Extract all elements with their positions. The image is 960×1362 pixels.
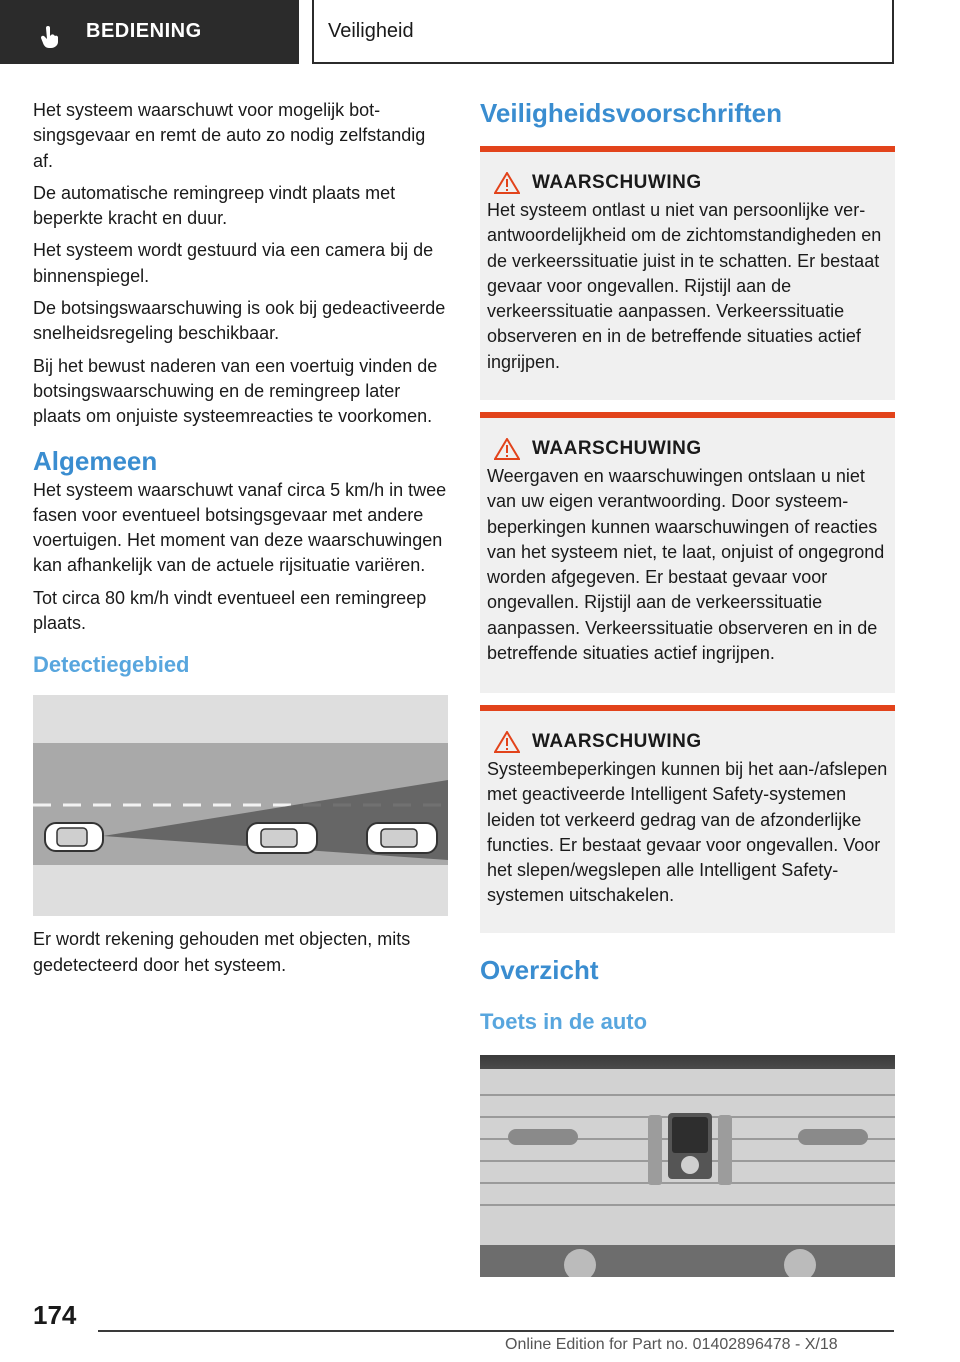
car-own [45, 823, 103, 851]
warning-box [480, 705, 895, 933]
footer-edition: Online Edition for Part no. 01402896478 - X/18 [505, 1336, 838, 1353]
warning-text: Systeembeperkingen kunnen bij het aan-/afslepen met geactiveerde Intelligent Safety-systemen leiden tot verkeerd gedrag van de afzonderlijke functies. Er bestaat gevaar voor ongevallen. Voor het slepen/wegslepen alle Intelligent Safety-systemen uitschakelen. [487, 759, 888, 906]
car-middle [247, 823, 317, 853]
console-illustration [480, 1055, 895, 1277]
algemeen-paragraph-2: Tot circa 80 km/h vindt eventueel een remingreep plaats. [33, 587, 427, 634]
warning-title: WAARSCHUWING [532, 172, 702, 193]
hand-pointer-icon [40, 26, 62, 48]
page-number: 174 [33, 1300, 77, 1330]
algemeen-paragraph-1: Het systeem waarschuwt vanaf circa 5 km/h in twee fasen voor eventueel botsingsgevaar met andere voertuigen. Het moment van deze waarschuwingen kan afhankelijk van de actuele rijsituatie variëren. [33, 479, 447, 576]
detection-area-illustration [33, 695, 448, 916]
chapter-label: BEDIENING [86, 20, 202, 42]
intro-paragraph-1: Het systeem waarschuwt voor mogelijk botsingsgevaar en remt de auto zo nodig zelfstandig af. [33, 100, 426, 171]
intro-paragraph-5: Bij het bewust naderen van een voertuig vinden de botsingswaarschuwing en de remingreep later plaats om onjuiste systeemreacties te voorkomen. [33, 355, 438, 427]
section-header [312, 0, 894, 64]
button-photo [480, 1055, 895, 1277]
right-column [480, 98, 895, 1277]
left-column [33, 98, 449, 985]
vent-slider-right [798, 1129, 868, 1145]
warning-text: Weergaven en waarschuwingen ontslaan u niet van uw eigen verantwoording. Door systeembeperkingen kunnen waarschuwingen of reacties van het systeem niet, te laat, onjuist of ongegrond worden afgegeven. Er bestaat gevaar voor ongevallen. Rijstijl aan de verkeerssituatie aanpassen. Verkeerssituatie observeren en in de betreffende situaties actief ingrijpen. [487, 466, 885, 664]
heading-algemeen: Algemeen [33, 445, 158, 476]
warning-title: WAARSCHUWING [532, 731, 702, 752]
warning-box [480, 412, 895, 693]
footer-rule [98, 1330, 894, 1332]
intro-paragraph-2: De automatische remingreep vindt plaats met beperkte kracht en duur. [33, 182, 396, 229]
car-warning-icon [681, 1156, 699, 1174]
vent-slider-left [508, 1129, 578, 1145]
heading-toets-in-de-auto: Toets in de auto [480, 1009, 648, 1034]
heading-veiligheidsvoorschriften: Veiligheidsvoorschriften [480, 98, 782, 128]
chapter-tab [0, 0, 299, 64]
warning-triangle-icon [494, 731, 520, 753]
warning-triangle-icon [494, 438, 520, 460]
warning-box [480, 146, 895, 400]
warning-triangle-icon [494, 172, 520, 194]
heading-detectiegebied: Detectiegebied [33, 652, 190, 678]
heading-overzicht: Overzicht [480, 955, 599, 985]
warning-text: Het systeem ontlast u niet van persoonlijke verantwoordelijkheid om de zichtomstandigheden en de verkeerssituatie juist in te schatten. Er bestaat gevaar voor ongevallen. Rijstijl aan de verkeerssituatie aanpassen. Verkeerssituatie observeren en in de betreffende situaties actief ingrijpen. [487, 200, 882, 372]
intro-paragraph-3: Het systeem wordt gestuurd via een camera bij de binnenspiegel. [33, 240, 434, 286]
section-title: Veiligheid [328, 20, 414, 42]
intro-paragraph-4: De botsingswaarschuwing is ook bij gedeactiveerde snelheidsregeling beschikbaar. [33, 298, 446, 344]
detection-diagram [33, 695, 448, 916]
car-front [367, 823, 437, 853]
warning-title: WAARSCHUWING [532, 438, 702, 459]
detection-caption: Er wordt rekening gehouden met objecten, mits gedetecteerd door het systeem. [33, 929, 411, 975]
